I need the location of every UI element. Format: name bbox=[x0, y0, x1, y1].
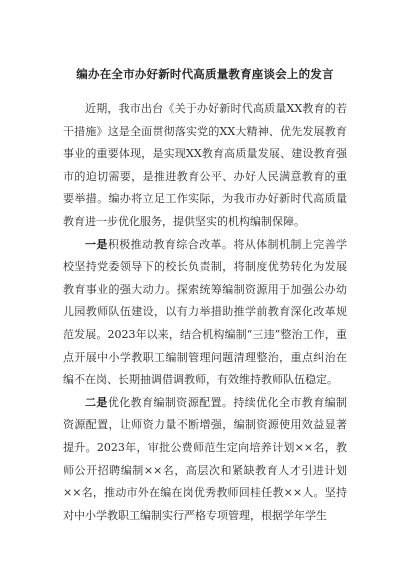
paragraph-text: 积极推动教育综合改革。将从体制机制上完善学校坚持党委领导下的校长负责制，将制度优势转化为发展教育事业的强大动力。探索统筹编制资源用于加强公办幼儿园教师队伍建设，以有力举措助推学前教育深化改革规范发展。2023年以来，结合机构编制“三违”整治工作，重点开展中小学教职工编制管理问题清理整治，重点纠治在编不在岗、长期抽调借调教师，有效维持教师队伍稳定。 bbox=[63, 237, 348, 387]
paragraph-text: 优化教育编制资源配置。持续优化全市教育编制资源配置，让师资力量不断增强，编制资源使用效益显著提升。2023年，审批公费师范生定向培养计划××名，教师公开招聘编制××名，高层次和紧缺教育人才引进计划××名，推动市外在编在岗优秀教师回桂任教××人。坚持对中小学教职工编制实行严格专项管理，根据学年学生 bbox=[63, 395, 348, 522]
document-title: 编办在全市办好新时代高质量教育座谈会上的发言 bbox=[76, 67, 334, 81]
paragraph-point-two bbox=[63, 392, 347, 528]
document-body bbox=[63, 98, 347, 527]
paragraph-point-one bbox=[63, 234, 347, 392]
paragraph-text: 近期，我市出台《关于办好新时代高质量XX教育的若干措施》这是全面贯彻落实党的XX大精神、优先发展教育事业的重要体现，是实现XX教育高质量发展、建设教育强市的迫切需要，是推进教育公平、办好人民满意教育的重要举措。编办将立足工作实际，为我市办好新时代高质量教育进一步优化服务，提供坚实的机构编制保障。 bbox=[63, 102, 347, 228]
paragraph-lead: 一是 bbox=[85, 237, 108, 251]
paragraph-lead: 二是 bbox=[85, 395, 108, 409]
paragraph-intro bbox=[63, 98, 347, 234]
